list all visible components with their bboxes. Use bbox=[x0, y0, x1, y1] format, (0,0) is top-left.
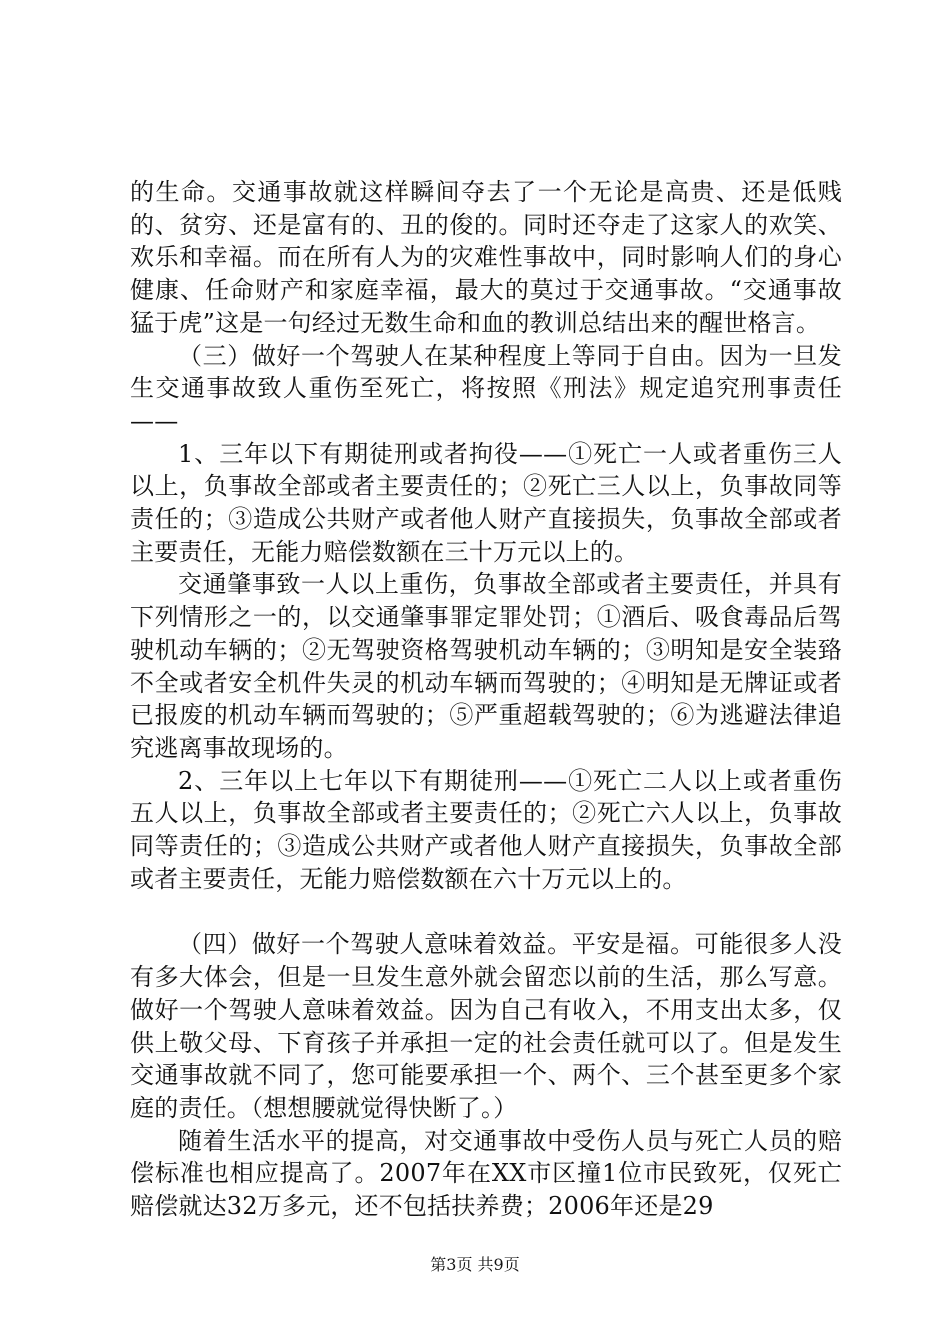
paragraph-compensation: 随着生活水平的提高，对交通事故中受伤人员与死亡人员的赔偿标准也相应提高了。2007年在XX市区撞1位市民致死，仅死亡赔偿就达32万多元，还不包括扶养费；2006年还是29 bbox=[130, 1126, 842, 1221]
paragraph-penalty-under-three-years: 1、三年以下有期徒刑或者拘役——①死亡一人或者重伤三人以上，负事故全部或者主要责任的；②死亡三人以上，负事故同等责任的；③造成公共财产或者他人财产直接损失，负事故全部或者主要责任，无能力赔偿数额在三十万元以上的。 bbox=[130, 439, 842, 566]
paragraph-benefit: （四）做好一个驾驶人意味着效益。平安是福。可能很多人没有多大体会，但是一旦发生意外就会留恋以前的生活，那么写意。做好一个驾驶人意味着效益。因为自己有收入，不用支出太多，仅供上敬父母、下育孩子并承担一定的社会责任就可以了。但是发生交通事故就不同了，您可能要承担一个、两个、三个甚至更多个家庭的责任。（想想腰就觉得快断了。） bbox=[130, 930, 842, 1122]
paragraph-traffic-crime-conditions: 交通肇事致一人以上重伤，负事故全部或者主要责任，并具有下列情形之一的，以交通肇事罪定罪处罚；①酒后、吸食毒品后驾驶机动车辆的；②无驾驶资格驾驶机动车辆的；③明知是安全装臵不全或者安全机件失灵的机动车辆而驾驶的；④明知是无牌证或者已报废的机动车辆而驾驶的；⑤严重超载驾驶的；⑥为逃避法律追究逃离事故现场的。 bbox=[130, 570, 842, 762]
paragraph-penalty-three-to-seven-years: 2、三年以上七年以下有期徒刑——①死亡二人以上或者重伤五人以上，负事故全部或者主要责任的；②死亡六人以上，负事故同等责任的；③造成公共财产或者他人财产直接损失，负事故全部或者主要责任，无能力赔偿数额在六十万元以上的。 bbox=[130, 766, 842, 893]
document-body bbox=[130, 176, 842, 1223]
paragraph-gap bbox=[130, 895, 842, 928]
page-footer: 第3页 共9页 bbox=[430, 1255, 520, 1274]
paragraph-life-loss: 的生命。交通事故就这样瞬间夺去了一个无论是高贵、还是低贱的、贫穷、还是富有的、丑的俊的。同时还夺走了这家人的欢笑、欢乐和幸福。而在所有人为的灾难性事故中，同时影响人们的身心健康、任命财产和家庭幸福，最大的莫过于交通事故。“交通事故猛于虎”这是一句经过无数生命和血的教训总结出来的醒世格言。 bbox=[130, 178, 842, 337]
paragraph-freedom: （三）做好一个驾驶人在某种程度上等同于自由。因为一旦发生交通事故致人重伤至死亡，将按照《刑法》规定追究刑事责任—— bbox=[130, 341, 842, 435]
